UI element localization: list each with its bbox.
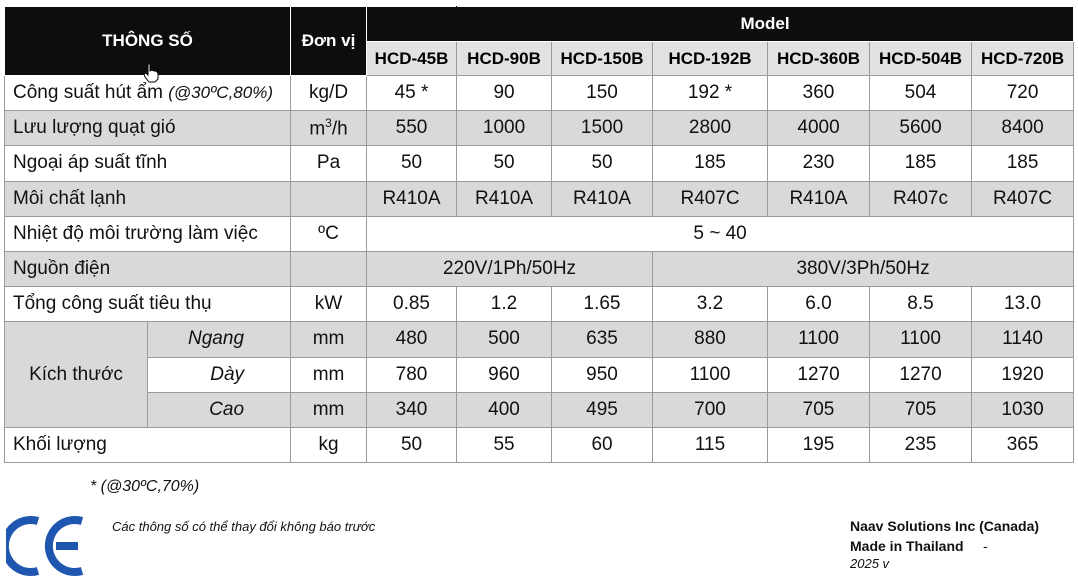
value-cell: 880: [653, 322, 768, 357]
row-weight: [5, 427, 1074, 462]
value-cell: 500: [457, 322, 552, 357]
value-cell: 1100: [653, 357, 768, 392]
unit-cell: kg/D: [291, 76, 367, 111]
value-cell: 705: [768, 392, 870, 427]
value-cell: 705: [870, 392, 972, 427]
value-cell: 0.85: [367, 287, 457, 322]
disclaimer-text: Các thông số có thể thay đổi không báo trước: [112, 519, 376, 534]
row-power-source: [5, 251, 1074, 286]
value-cell: R407C: [972, 181, 1074, 216]
made-in-dash: -: [983, 538, 988, 554]
unit-header: Đơn vị: [291, 7, 367, 76]
value-cell: 185: [653, 146, 768, 181]
value-cell: 150: [552, 76, 653, 111]
value-cell: 635: [552, 322, 653, 357]
model-name: HCD-360B: [768, 42, 870, 76]
row-label: Khối lượng: [5, 427, 291, 462]
value-cell: 1140: [972, 322, 1074, 357]
value-cell: 780: [367, 357, 457, 392]
version-text: 2025 v: [850, 556, 890, 571]
value-cell: 185: [870, 146, 972, 181]
footnote: * (@30ºC,70%): [90, 478, 200, 495]
row-label: Môi chất lạnh: [5, 181, 291, 216]
unit-cell: mm: [291, 357, 367, 392]
row-label: Lưu lượng quạt gió: [5, 111, 291, 146]
value-cell: 1.65: [552, 287, 653, 322]
value-cell: 5600: [870, 111, 972, 146]
value-cell: 50: [552, 146, 653, 181]
unit-cell: Pa: [291, 146, 367, 181]
value-cell: 230: [768, 146, 870, 181]
value-cell: 340: [367, 392, 457, 427]
value-cell: 50: [367, 146, 457, 181]
unit-base: m: [309, 118, 326, 140]
value-cell: 1270: [768, 357, 870, 392]
dim-sublabel: Dày: [148, 357, 291, 392]
value-cell: 1100: [768, 322, 870, 357]
value-cell: 504: [870, 76, 972, 111]
value-cell: 960: [457, 357, 552, 392]
value-cell: 235: [870, 427, 972, 462]
param-header: THÔNG SỐ: [5, 7, 291, 76]
model-name: HCD-720B: [972, 42, 1074, 76]
model-name: HCD-150B: [552, 42, 653, 76]
value-cell: R410A: [457, 181, 552, 216]
row-capacity: [5, 76, 1074, 111]
unit-cell: kW: [291, 287, 367, 322]
row-label: Nguồn điện: [5, 251, 291, 286]
value-cell: 1000: [457, 111, 552, 146]
row-refrigerant: [5, 181, 1074, 216]
value-cell: 4000: [768, 111, 870, 146]
unit-cell: kg: [291, 427, 367, 462]
value-cell: 1.2: [457, 287, 552, 322]
value-cell: 495: [552, 392, 653, 427]
value-cell: 950: [552, 357, 653, 392]
value-cell: 50: [457, 146, 552, 181]
company-name: Naav Solutions Inc (Canada): [850, 518, 1040, 534]
value-cell: 45 *: [367, 76, 457, 111]
model-header: Model: [457, 7, 1074, 42]
value-cell: 115: [653, 427, 768, 462]
value-cell: 1030: [972, 392, 1074, 427]
unit-tail: /h: [331, 118, 348, 140]
unit-cell: mm: [291, 392, 367, 427]
row-label: Tổng công suất tiêu thụ: [5, 287, 291, 322]
value-cell: 400: [457, 392, 552, 427]
value-cell: 8400: [972, 111, 1074, 146]
value-cell-merged: 220V/1Ph/50Hz: [367, 251, 653, 286]
row-airflow: [5, 111, 1074, 146]
value-cell: 2800: [653, 111, 768, 146]
value-cell: 1270: [870, 357, 972, 392]
row-label: Nhiệt độ môi trường làm việc: [5, 216, 291, 251]
value-cell: 50: [367, 427, 457, 462]
value-cell: 195: [768, 427, 870, 462]
value-cell: 480: [367, 322, 457, 357]
value-cell-merged: 5 ~ 40: [367, 216, 1074, 251]
value-cell: R410A: [768, 181, 870, 216]
value-cell: R407c: [870, 181, 972, 216]
unit-superscript: 3: [325, 116, 332, 131]
ce-mark-logo: [6, 515, 88, 577]
model-name: HCD-192B: [653, 42, 768, 76]
value-cell: 3.2: [653, 287, 768, 322]
row-dim-height: [5, 392, 1074, 427]
value-cell: 1500: [552, 111, 653, 146]
dim-sublabel: Ngang: [148, 322, 291, 357]
unit-cell: mm: [291, 322, 367, 357]
value-cell: 360: [768, 76, 870, 111]
value-cell: 550: [367, 111, 457, 146]
dimensions-label: Kích thước: [5, 322, 148, 428]
model-header-spacer: [367, 7, 457, 42]
value-cell: R410A: [367, 181, 457, 216]
capacity-label: Công suất hút ẩm: [13, 82, 163, 104]
row-label: Ngoại áp suất tĩnh: [5, 146, 291, 181]
value-cell: 8.5: [870, 287, 972, 322]
dim-sublabel: Cao: [148, 392, 291, 427]
value-cell: 60: [552, 427, 653, 462]
value-cell: 185: [972, 146, 1074, 181]
value-cell: 13.0: [972, 287, 1074, 322]
unit-cell: [291, 251, 367, 286]
row-dim-depth: [5, 357, 1074, 392]
value-cell: 55: [457, 427, 552, 462]
value-cell: 365: [972, 427, 1074, 462]
unit-cell: [291, 181, 367, 216]
value-cell: 700: [653, 392, 768, 427]
capacity-condition: (@30ºC,80%): [168, 83, 273, 103]
row-power: [5, 287, 1074, 322]
value-cell: 90: [457, 76, 552, 111]
row-dim-width: [5, 322, 1074, 357]
value-cell: 720: [972, 76, 1074, 111]
spec-table: [4, 6, 1074, 463]
row-temperature: [5, 216, 1074, 251]
value-cell: 6.0: [768, 287, 870, 322]
made-in-text: Made in Thailand: [850, 538, 964, 554]
unit-cell: ºC: [291, 216, 367, 251]
model-name: HCD-504B: [870, 42, 972, 76]
model-name: HCD-45B: [367, 42, 457, 76]
value-cell-merged: 380V/3Ph/50Hz: [653, 251, 1074, 286]
value-cell: 192 *: [653, 76, 768, 111]
unit-cell: [291, 111, 367, 146]
hand-pointer-icon: [142, 63, 160, 83]
value-cell: 1920: [972, 357, 1074, 392]
row-pressure: [5, 146, 1074, 181]
value-cell: 1100: [870, 322, 972, 357]
model-name: HCD-90B: [457, 42, 552, 76]
value-cell: R410A: [552, 181, 653, 216]
value-cell: R407C: [653, 181, 768, 216]
